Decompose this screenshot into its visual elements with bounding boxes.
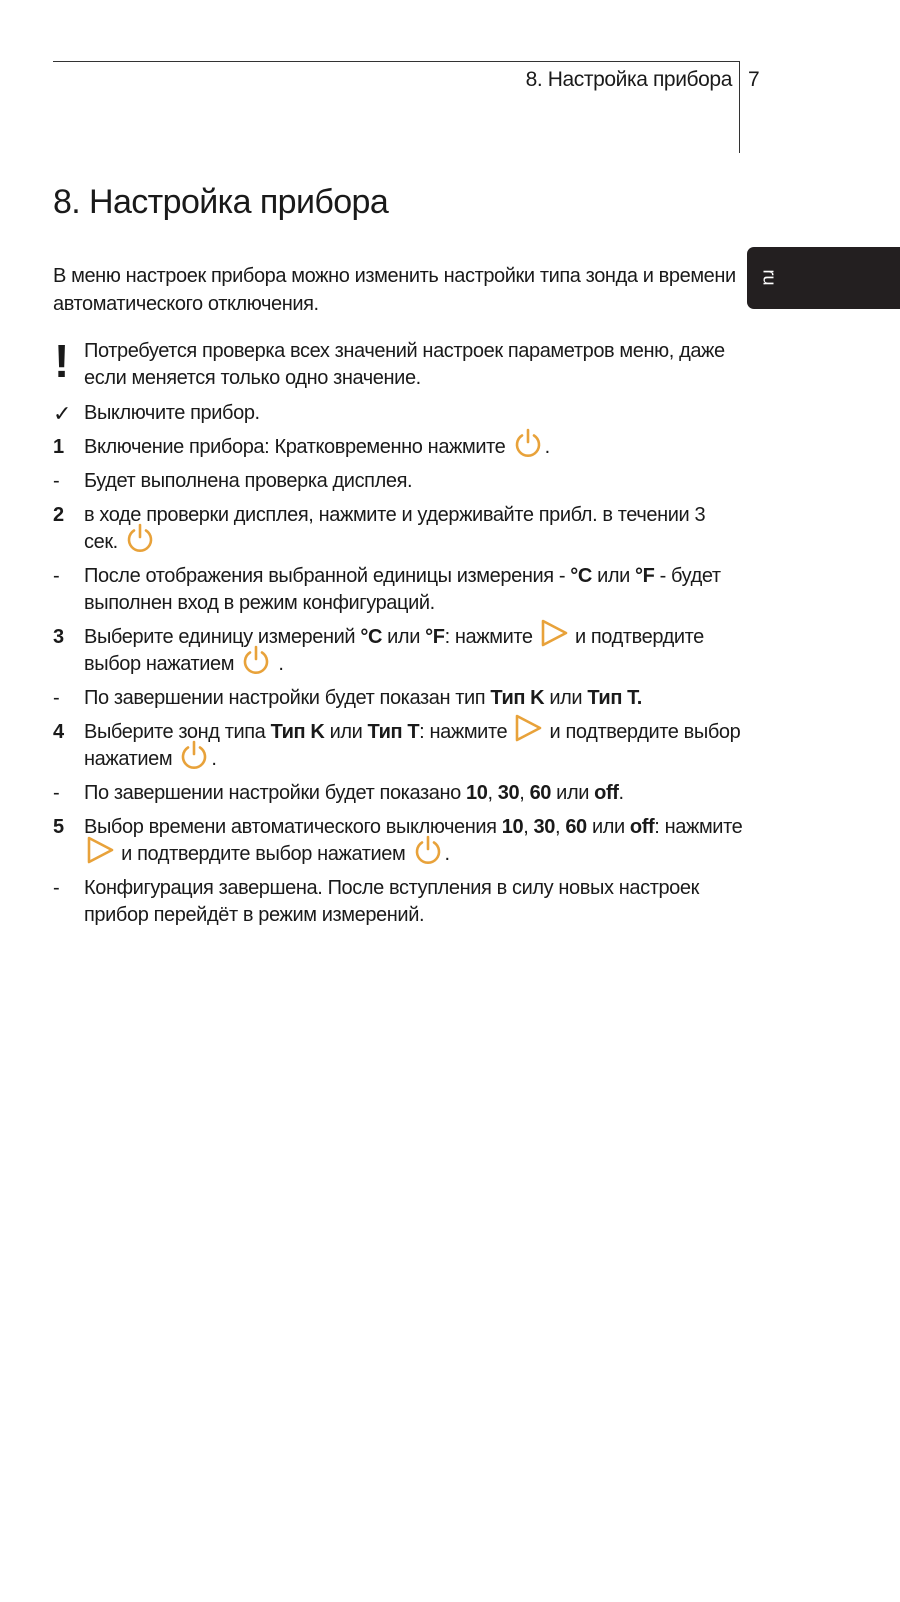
result-text: После отображения выбранной единицы измерения - (84, 565, 571, 587)
precondition-text: Выключите прибор. (84, 402, 260, 424)
section-intro: В меню настроек прибора можно изменить настройки типа зонда и времени автоматического отключения. (53, 265, 736, 315)
autooff-10: 10 (466, 782, 488, 804)
instruction-list (53, 335, 743, 936)
step-1: 1 Включение прибора: Кратковременно нажмите . (53, 434, 743, 461)
step-text: : нажмите (444, 626, 533, 648)
separator: , (555, 816, 566, 838)
result-1 (53, 468, 743, 495)
probe-type-t: Тип T (367, 721, 420, 743)
result-text: По завершении настройки будет показан тип (84, 687, 491, 709)
probe-type-t: Тип T. (587, 687, 642, 709)
header-rule (53, 61, 739, 62)
step-text: или (586, 816, 630, 838)
autooff-off: off (594, 782, 619, 804)
step-number: 5 (53, 816, 64, 838)
language-tab (747, 247, 900, 309)
step-text: нажмите (664, 816, 743, 838)
result-text: - будет выполнен вход в режим конфигураций. (84, 565, 721, 614)
separator: , (523, 816, 534, 838)
warning-text: Потребуется проверка всех значений настроек параметров меню, даже если меняется только одно значение. (84, 340, 725, 389)
page-number: 7 (748, 68, 760, 91)
result-dash: - (53, 470, 60, 492)
autooff-30: 30 (497, 782, 520, 804)
step-3: 3 Выберите единицу измерений °C или °F: нажмите и подтвердите выбор нажатием . (53, 624, 743, 678)
celsius-unit: °C (360, 626, 382, 648)
result-text: или (591, 565, 636, 587)
step-text: : нажмите (419, 721, 508, 743)
warning-note (53, 335, 743, 392)
step-text: Выберите зонд типа (84, 721, 271, 743)
result-5 (53, 875, 743, 929)
step-number: 1 (53, 436, 64, 458)
result-text: Конфигурация завершена. После вступления в силу новых настроек прибор перейдёт в режим измерений. (84, 877, 699, 926)
checkmark-icon: ✓ (53, 401, 72, 426)
celsius-unit: °C (570, 565, 592, 587)
separator: , (519, 782, 530, 804)
result-dash: - (53, 687, 60, 709)
step-text: в ходе проверки дисплея, нажмите и удерживайте прибл. в течении 3 сек. (84, 504, 706, 553)
step-text: и подтвердите выбор нажатием (116, 843, 406, 865)
autooff-10: 10 (501, 816, 524, 838)
result-text: или (551, 782, 595, 804)
fahrenheit-unit: °F (635, 565, 655, 587)
step-text: и подтвердите выбор нажатием (84, 626, 704, 675)
step-text: Выбор времени автоматического выключения (84, 816, 502, 838)
power-icon (512, 427, 544, 467)
result-2 (53, 563, 743, 617)
result-text: Будет выполнена проверка дисплея. (84, 470, 413, 492)
play-triangle-icon (539, 618, 569, 656)
header-divider (739, 61, 740, 153)
result-4: - По завершении настройки будет показано 10, 30, 60 или off. (53, 780, 743, 807)
step-text: или (382, 626, 426, 648)
play-triangle-icon (85, 835, 115, 873)
probe-type-k: Тип K (490, 687, 545, 709)
step-number: 4 (53, 721, 64, 743)
section-title: 8. Настройка прибора (53, 183, 389, 221)
result-dash: - (53, 782, 60, 804)
running-header-title: 8. Настройка прибора (525, 68, 732, 91)
step-text: Включение прибора: Кратковременно нажмите (84, 436, 506, 458)
language-tab-label: ru (759, 269, 780, 286)
autooff-off: off (629, 816, 655, 838)
result-text: или (544, 687, 588, 709)
power-icon (178, 739, 210, 779)
power-icon (124, 522, 156, 562)
result-text: По завершении настройки будет показано (84, 782, 466, 804)
step-number: 2 (53, 504, 64, 526)
power-icon (240, 644, 272, 684)
result-dash: - (53, 877, 60, 899)
autooff-30: 30 (533, 816, 555, 838)
play-triangle-icon (513, 713, 543, 751)
separator: , (487, 782, 498, 804)
step-2 (53, 502, 743, 556)
step-text: Выберите единицу измерений (84, 626, 361, 648)
autooff-60: 60 (565, 816, 587, 838)
result-3 (53, 685, 743, 712)
step-text: и подтвердите выбор нажатием (84, 721, 741, 770)
step-text: или (324, 721, 368, 743)
fahrenheit-unit: °F (425, 626, 445, 648)
step-number: 3 (53, 626, 64, 648)
exclamation-icon: ! (54, 335, 69, 387)
step-5: 5 Выбор времени автоматического выключения 10, 30, 60 или off: нажмите и подтвердите выбор нажатием . (53, 814, 743, 868)
power-icon (412, 834, 444, 874)
result-dash: - (53, 565, 60, 587)
autooff-60: 60 (529, 782, 552, 804)
precondition-item (53, 400, 743, 427)
probe-type-k: Тип K (270, 721, 325, 743)
step-4: 4 Выберите зонд типа Тип K или Тип T: нажмите и подтвердите выбор нажатием . (53, 719, 743, 773)
